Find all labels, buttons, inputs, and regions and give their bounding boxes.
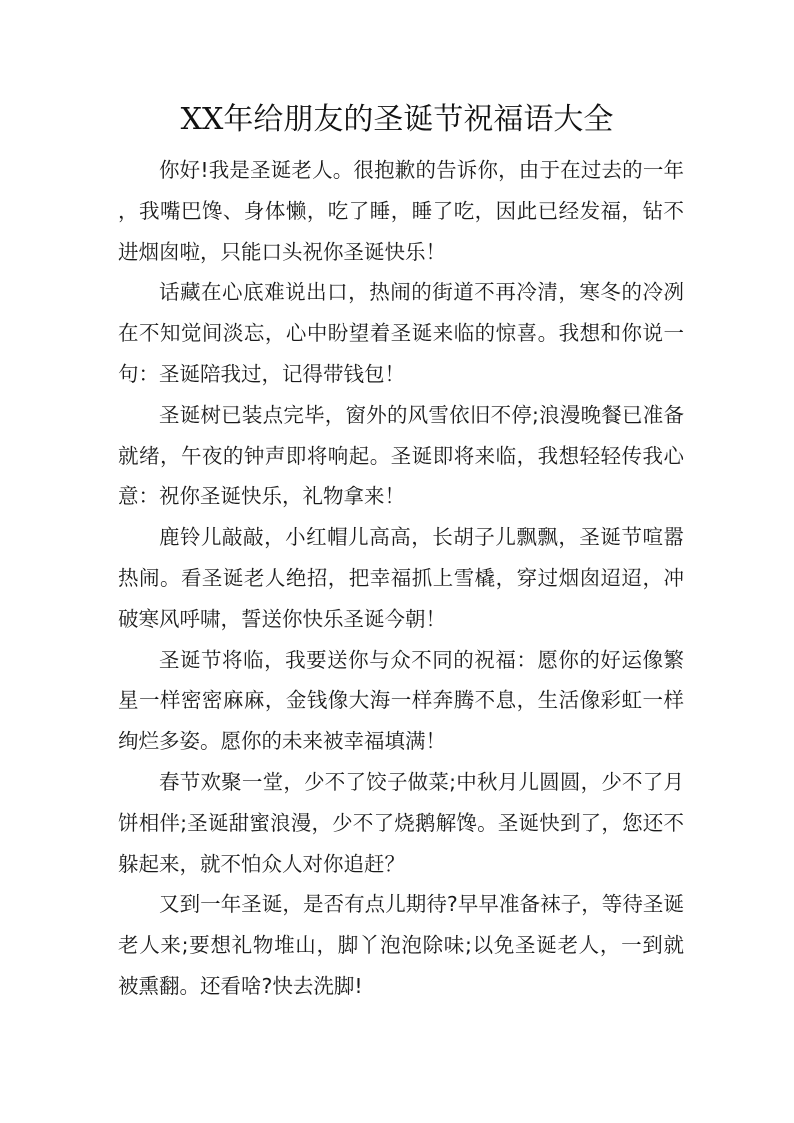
paragraph-2: 话藏在心底难说出口，热闹的街道不再冷清，寒冬的冷冽在不知觉间淡忘，心中盼望着圣诞来临的惊喜。我想和你说一句：圣诞陪我过，记得带钱包！ <box>118 280 684 386</box>
paragraph-1: 你好!我是圣诞老人。很抱歉的告诉你，由于在过去的一年，我嘴巴馋、身体懒，吃了睡，睡了吃，因此已经发福，钻不进烟囱啦，只能口头祝你圣诞快乐！ <box>118 158 684 264</box>
document-title: XX年给朋友的圣诞节祝福语大全 <box>180 102 614 137</box>
paragraph-3: 圣诞树已装点完毕，窗外的风雪依旧不停;浪漫晚餐已准备就绪，午夜的钟声即将响起。圣诞即将来临，我想轻轻传我心意：祝你圣诞快乐，礼物拿来！ <box>118 402 684 509</box>
paragraph-4: 鹿铃儿敲敲，小红帽儿高高，长胡子儿飘飘，圣诞节喧嚣热闹。看圣诞老人绝招，把幸福抓上雪橇，穿过烟囱迢迢，冲破寒风呼啸，誓送你快乐圣诞今朝！ <box>118 525 684 631</box>
document-body <box>118 150 684 1007</box>
paragraph-7: 又到一年圣诞，是否有点儿期待?早早准备袜子，等待圣诞老人来;要想礼物堆山，脚丫泡泡除味;以免圣诞老人，一到就被熏翻。还看啥?快去洗脚! <box>118 892 684 998</box>
paragraph-6: 春节欢聚一堂，少不了饺子做菜;中秋月儿圆圆，少不了月饼相伴;圣诞甜蜜浪漫，少不了烧鹅解馋。圣诞快到了，您还不躲起来，就不怕众人对你追赶？ <box>118 769 684 876</box>
paragraph-5: 圣诞节将临，我要送你与众不同的祝福：愿你的好运像繁星一样密密麻麻，金钱像大海一样奔腾不息，生活像彩虹一样绚烂多姿。愿你的未来被幸福填满！ <box>118 647 684 754</box>
